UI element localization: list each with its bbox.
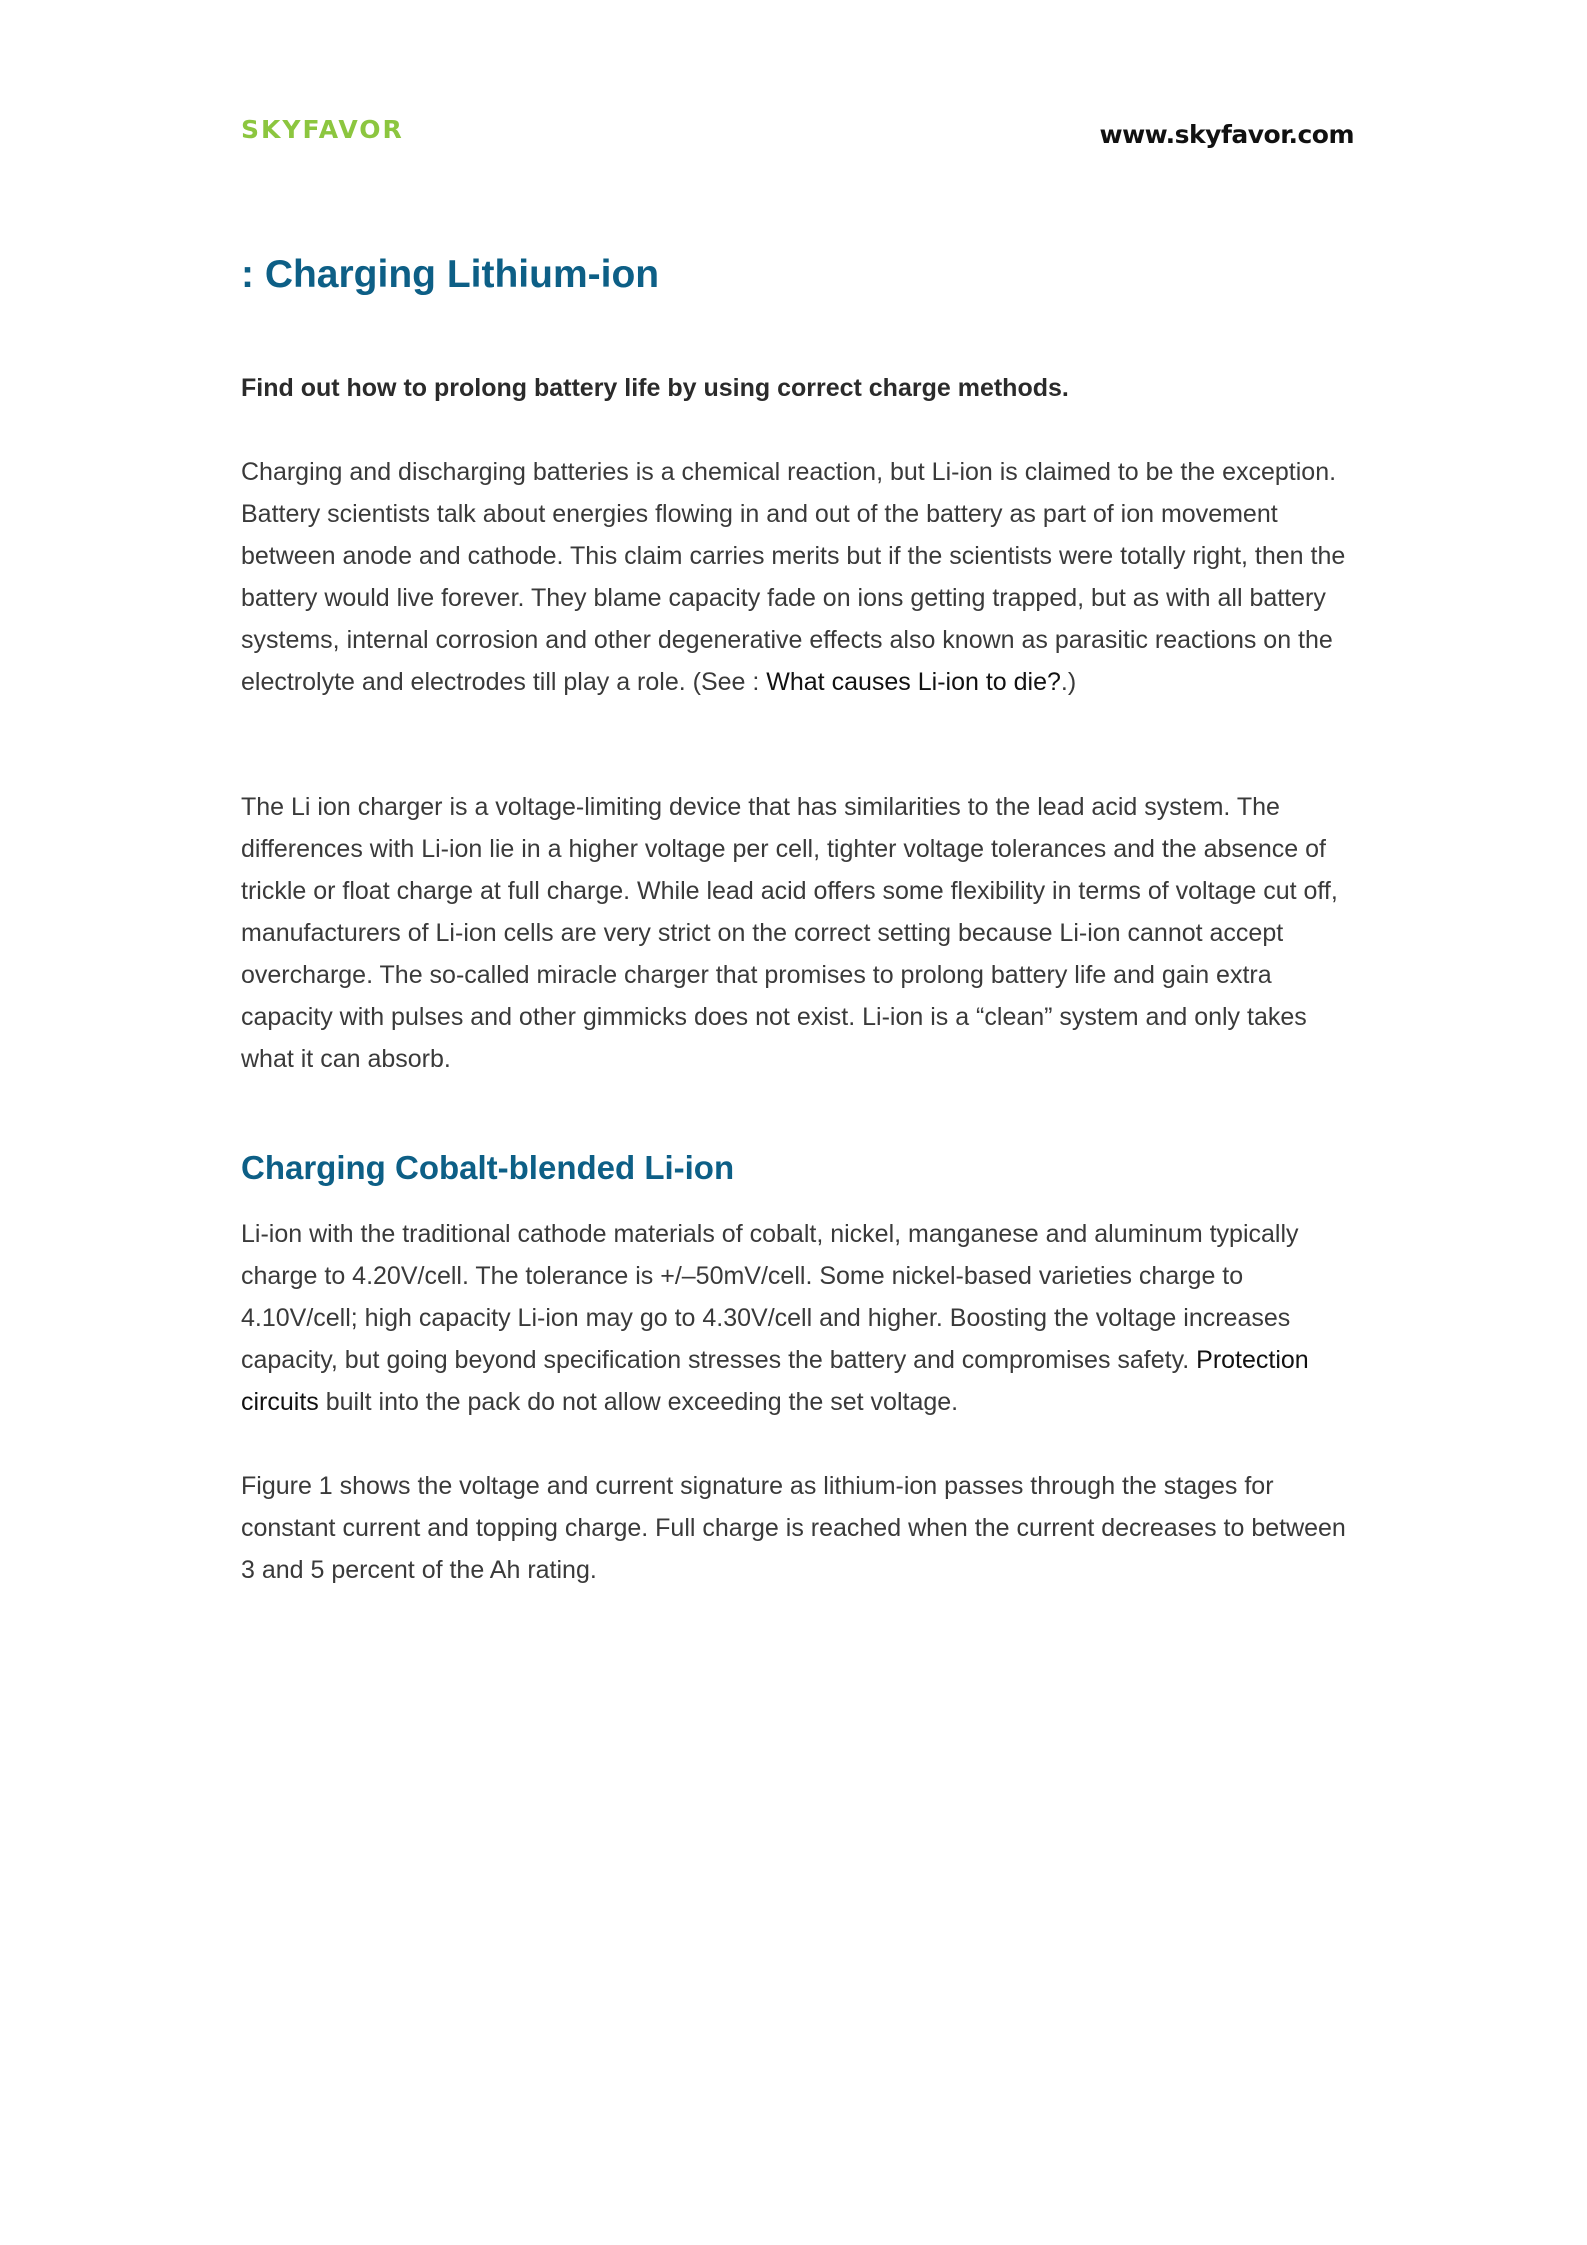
- brand-logo: SKYFAVOR: [241, 115, 404, 144]
- section-heading-cobalt: Charging Cobalt-blended Li-ion: [241, 1149, 735, 1186]
- paragraph-charger: The Li ion charger is a voltage-limiting device that has similarities to the lead acid system. The differences with Li-ion lie in a higher voltage per cell, tighter voltage tolerances and the absence of trickle or float charge at full charge. While lead acid offers some flexibility in terms of voltage cut off, manufacturers of Li-ion cells are very strict on the correct setting because Li-ion cannot accept overcharge. The so-called miracle charger that promises to prolong battery life and gain extra capacity with pulses and other gimmicks does not exist. Li-ion is a “clean” system and only takes what it can absorb.: [241, 793, 1338, 1073]
- website-url: www.skyfavor.com: [1099, 120, 1354, 149]
- lead-text: Find out how to prolong battery life by using correct charge methods.: [241, 374, 1069, 402]
- paragraph-intro-closing: .): [1060, 668, 1077, 696]
- page-title: : Charging Lithium-ion: [241, 253, 660, 296]
- paragraph-cobalt-text: Li-ion with the traditional cathode materials of cobalt, nickel, manganese and aluminum typically charge to 4.20V/cell. The tolerance is +/–50mV/cell. Some nickel-based varieties charge to 4.10V/cell; high capacity Li-ion may go to 4.30V/cell and higher. Boosting the voltage increases capacity, but going beyond specification stresses the battery and compromises safety.: [241, 1220, 1299, 1374]
- paragraph-intro: [241, 451, 1356, 703]
- link-protection-circuits[interactable]: Protection circuits: [241, 1346, 1309, 1416]
- paragraph-cobalt: [241, 1213, 1356, 1423]
- paragraph-figure: Figure 1 shows the voltage and current signature as lithium-ion passes through the stages for constant current and topping charge. Full charge is reached when the current decreases to between 3 and 5 percent of the Ah rating.: [241, 1472, 1346, 1584]
- link-what-causes-li-ion-to-die[interactable]: What causes Li-ion to die?: [766, 668, 1061, 696]
- paragraph-cobalt-closing: built into the pack do not allow exceeding the set voltage.: [318, 1388, 959, 1416]
- paragraph-intro-text: Charging and discharging batteries is a chemical reaction, but Li-ion is claimed to be the exception. Battery scientists talk about energies flowing in and out of the battery as part of ion movement between anode and cathode. This claim carries merits but if the scientists were totally right, then the battery would live forever. They blame capacity fade on ions getting trapped, but as with all battery systems, internal corrosion and other degenerative effects also known as parasitic reactions on the electrolyte and electrodes till play a role. (See :: [241, 458, 1346, 696]
